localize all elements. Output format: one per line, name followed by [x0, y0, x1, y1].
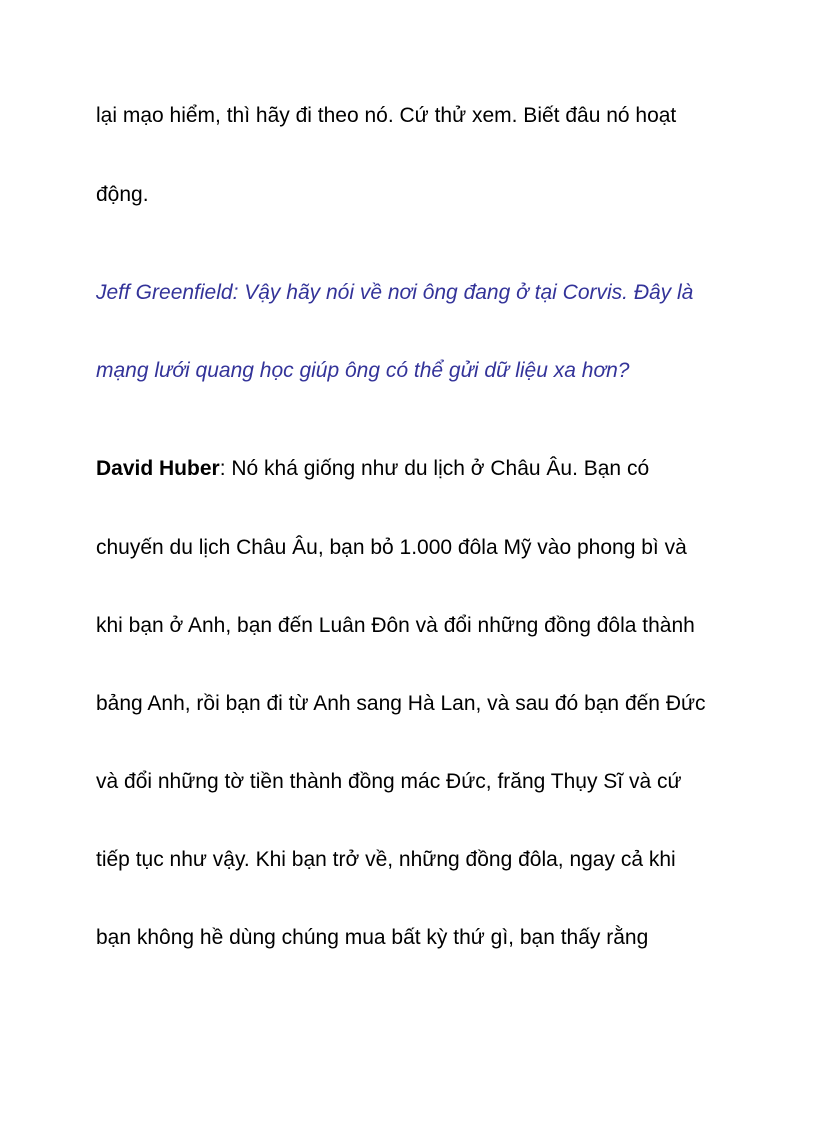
speaker-name: David Huber [96, 457, 220, 480]
answer-line: bạn không hề dùng chúng mua bất kỳ thứ gì, bạn thấy rằng [96, 926, 649, 949]
question-line: Jeff Greenfield: Vậy hãy nói về nơi ông đang ở tại Corvis. Đây là [96, 281, 694, 304]
answer-line: tiếp tục như vậy. Khi bạn trở về, những đồng đôla, ngay cả khi [96, 848, 676, 871]
answer-line [96, 456, 649, 482]
paragraph-line: động. [96, 183, 149, 206]
question-line: mạng lưới quang học giúp ông có thể gửi dữ liệu xa hơn? [96, 359, 630, 382]
answer-line: chuyến du lịch Châu Âu, bạn bỏ 1.000 đôla Mỹ vào phong bì và [96, 536, 687, 559]
answer-line: khi bạn ở Anh, bạn đến Luân Đôn và đổi những đồng đôla thành [96, 614, 695, 637]
answer-text: : Nó khá giống như du lịch ở Châu Âu. Bạn có [219, 457, 650, 480]
answer-line: bảng Anh, rồi bạn đi từ Anh sang Hà Lan, và sau đó bạn đến Đức [96, 692, 706, 715]
paragraph-line: lại mạo hiểm, thì hãy đi theo nó. Cứ thử xem. Biết đâu nó hoạt [96, 104, 677, 127]
answer-line: và đổi những tờ tiền thành đồng mác Đức, frăng Thụy Sĩ và cứ [96, 770, 682, 793]
